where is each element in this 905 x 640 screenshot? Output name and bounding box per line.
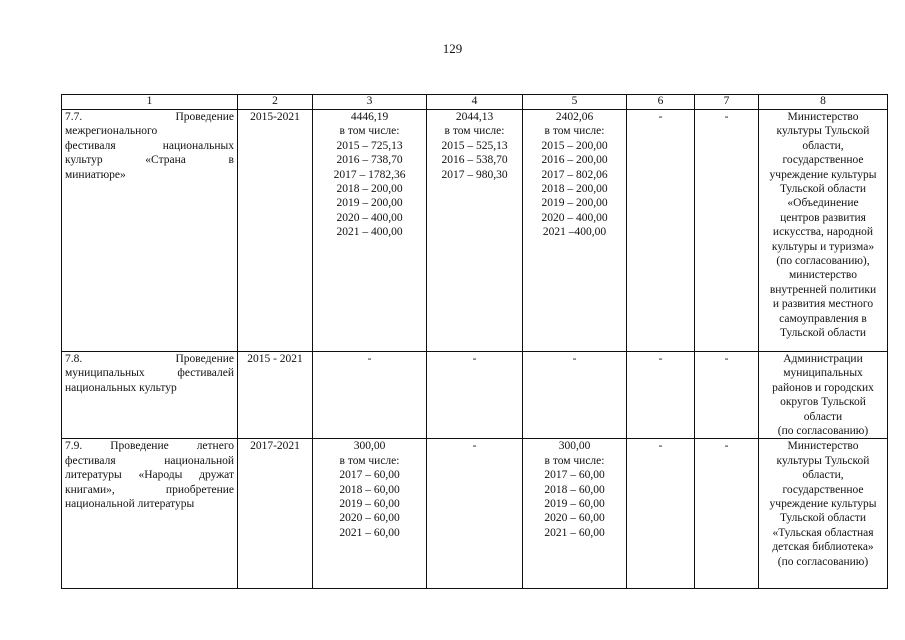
table-row xyxy=(62,110,888,352)
header-cell: 4 xyxy=(427,95,523,110)
activity-name-cell xyxy=(62,352,238,439)
cell-text-line: фестиваля национальной xyxy=(65,454,234,467)
cell-text-line: книгами», приобретение xyxy=(65,483,234,496)
cell-text-line: искусства, народной xyxy=(772,226,874,239)
cell-text-line: области, xyxy=(802,469,844,482)
cell-text: - xyxy=(367,353,372,365)
cell-text-line: Министерство xyxy=(787,440,859,453)
cell-text-line: 2021 – 400,00 xyxy=(336,226,403,239)
cell-text-line: 2020 – 400,00 xyxy=(541,211,608,224)
cell-text-line: (по согласованию), xyxy=(776,255,870,268)
cell-text-line: миниатюре» xyxy=(65,168,126,181)
cell-text-line: государственное xyxy=(782,483,864,496)
table-row xyxy=(62,352,888,439)
cell-text: - xyxy=(658,353,663,365)
cell-text-line: 2018 – 200,00 xyxy=(541,183,608,196)
cell-text-line: Министерство xyxy=(787,111,859,123)
cell-text-line: 4446,19 xyxy=(350,111,389,123)
funding-cell xyxy=(523,110,627,352)
cell-text-line: области xyxy=(803,410,843,423)
header-cell: 7 xyxy=(695,95,759,110)
cell-text-line: муниципальных фестивалей xyxy=(65,367,234,380)
header-cell: 8 xyxy=(759,95,888,110)
cell-text-line: министерство xyxy=(789,269,857,282)
responsible-cell xyxy=(759,352,888,439)
period-cell xyxy=(238,439,313,589)
cell-text-line: 2044,13 xyxy=(455,111,494,123)
cell-text-line: культуры и туризма» xyxy=(771,240,875,253)
cell-text: - xyxy=(724,353,729,365)
activity-name-cell xyxy=(62,439,238,589)
dash-cell xyxy=(627,110,695,352)
funding-cell xyxy=(427,439,523,589)
cell-text-line: 7.8. Проведение xyxy=(65,353,234,365)
header-cell: 2 xyxy=(238,95,313,110)
cell-text-line: 2019 – 200,00 xyxy=(541,197,608,210)
cell-text-line: культуры Тульской xyxy=(776,125,870,138)
funding-cell xyxy=(313,352,427,439)
cell-text-line: 2015 – 725,13 xyxy=(336,139,403,152)
period-cell xyxy=(238,110,313,352)
cell-text: - xyxy=(572,353,577,365)
dash-cell xyxy=(627,439,695,589)
cell-text-line: Тульской области xyxy=(779,512,866,525)
cell-text-line: литературы «Народы дружат xyxy=(65,469,234,482)
funding-cell xyxy=(313,439,427,589)
cell-text-line: 2017 – 1782,36 xyxy=(333,168,406,181)
activity-name-cell xyxy=(62,110,238,352)
cell-text-line: межрегионального xyxy=(65,125,158,138)
cell-text-line: Тульской области xyxy=(779,327,866,340)
cell-text-line: области, xyxy=(802,139,844,152)
header-cell: 1 xyxy=(62,95,238,110)
cell-text: 2015 - 2021 xyxy=(247,353,303,365)
cell-text-line: 2021 – 60,00 xyxy=(544,526,605,539)
cell-text-line: 300,00 xyxy=(353,440,386,453)
cell-text-line: Тульской области xyxy=(779,183,866,196)
dash-cell xyxy=(627,352,695,439)
cell-text-line: 2402,06 xyxy=(555,111,594,123)
cell-text-line: 2019 – 200,00 xyxy=(336,197,403,210)
cell-text-line: в том числе: xyxy=(444,125,505,138)
cell-text-line: национальных культур xyxy=(65,381,177,394)
cell-text-line: округов Тульской xyxy=(780,396,866,409)
cell-text-line: центров развития xyxy=(780,211,866,224)
cell-text-line: «Тульская областная xyxy=(772,526,874,539)
cell-text: - xyxy=(658,111,663,123)
cell-text-line: 7.9. Проведение летнего xyxy=(65,440,234,453)
cell-text-line: в том числе: xyxy=(544,125,605,138)
activity-plan-table xyxy=(61,94,888,589)
cell-text-line: (по согласованию) xyxy=(777,425,869,438)
cell-text-line: государственное xyxy=(782,154,864,167)
page-number: 129 xyxy=(442,41,463,56)
cell-text: - xyxy=(472,353,477,365)
cell-text-line: учреждение культуры xyxy=(769,168,877,181)
funding-cell xyxy=(427,352,523,439)
header-cell: 6 xyxy=(627,95,695,110)
cell-text-line: районов и городских xyxy=(772,381,874,394)
cell-text-line: Администрации xyxy=(783,353,863,365)
cell-text-line: культур «Страна в xyxy=(65,154,234,167)
cell-text-line: фестиваля национальных xyxy=(65,139,234,152)
cell-text-line: самоуправления в xyxy=(779,312,867,325)
dash-cell xyxy=(695,110,759,352)
cell-text: - xyxy=(472,440,477,453)
header-cell: 3 xyxy=(313,95,427,110)
cell-text-line: 2017 – 60,00 xyxy=(544,469,605,482)
cell-text-line: 2018 – 60,00 xyxy=(544,483,605,496)
responsible-cell xyxy=(759,110,888,352)
cell-text-line: 7.7. Проведение xyxy=(65,111,234,123)
cell-text-line: 300,00 xyxy=(558,440,591,453)
cell-text-line: 2015 – 525,13 xyxy=(441,139,508,152)
cell-text-line: 2019 – 60,00 xyxy=(339,498,400,511)
cell-text-line: 2015 – 200,00 xyxy=(541,139,608,152)
header-cell: 5 xyxy=(523,95,627,110)
funding-cell xyxy=(523,439,627,589)
cell-text-line: 2016 – 200,00 xyxy=(541,154,608,167)
cell-text-line: муниципальных xyxy=(783,367,863,380)
cell-text-line: 2017 – 60,00 xyxy=(339,469,400,482)
cell-text-line: в том числе: xyxy=(339,125,400,138)
responsible-cell xyxy=(759,439,888,589)
cell-text-line: 2018 – 60,00 xyxy=(339,483,400,496)
header-row xyxy=(62,95,888,110)
cell-text-line: 2019 – 60,00 xyxy=(544,498,605,511)
cell-text: - xyxy=(724,111,729,123)
cell-text: 2017-2021 xyxy=(250,440,300,453)
cell-text-line: национальной литературы xyxy=(65,498,195,511)
cell-text-line: 2017 – 980,30 xyxy=(441,168,508,181)
cell-text-line: 2016 – 538,70 xyxy=(441,154,508,167)
funding-cell xyxy=(313,110,427,352)
cell-text: - xyxy=(724,440,729,453)
cell-text-line: 2020 – 60,00 xyxy=(544,512,605,525)
table-row xyxy=(62,439,888,589)
cell-text-line: (по согласованию) xyxy=(777,555,869,568)
funding-cell xyxy=(523,352,627,439)
cell-text-line: учреждение культуры xyxy=(769,498,877,511)
cell-text-line: и развития местного xyxy=(772,298,874,311)
cell-text-line: в том числе: xyxy=(544,454,605,467)
cell-text-line: детская библиотека» xyxy=(772,541,874,554)
cell-text-line: внутренней политики xyxy=(769,283,877,296)
cell-text-line: 2018 – 200,00 xyxy=(336,183,403,196)
cell-text: 2015-2021 xyxy=(250,111,300,123)
cell-text-line: 2020 – 60,00 xyxy=(339,512,400,525)
cell-text-line: в том числе: xyxy=(339,454,400,467)
cell-text-line: 2020 – 400,00 xyxy=(336,211,403,224)
funding-cell xyxy=(427,110,523,352)
cell-text-line: 2021 – 60,00 xyxy=(339,526,400,539)
dash-cell xyxy=(695,352,759,439)
cell-text-line: 2017 – 802,06 xyxy=(541,168,608,181)
cell-text-line: 2016 – 738,70 xyxy=(336,154,403,167)
dash-cell xyxy=(695,439,759,589)
period-cell xyxy=(238,352,313,439)
cell-text-line: культуры Тульской xyxy=(776,454,870,467)
cell-text: - xyxy=(658,440,663,453)
cell-text-line: «Объединение xyxy=(787,197,859,210)
cell-text-line: 2021 –400,00 xyxy=(542,226,607,239)
